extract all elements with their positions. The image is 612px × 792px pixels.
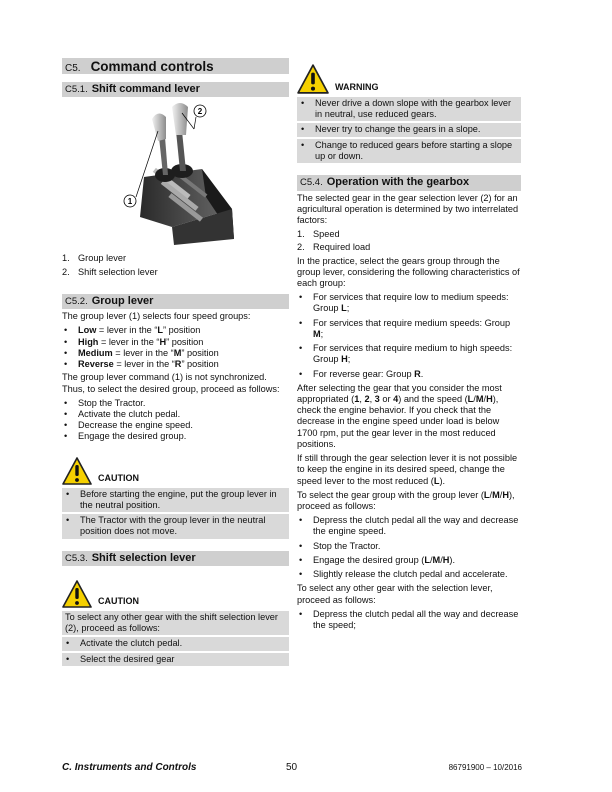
list-item: • Reverse = lever in the “R” position [62,359,289,370]
caution-header [62,578,289,608]
caution-header [62,455,289,485]
caution-icon [62,457,92,485]
section-title: Group lever [91,294,154,307]
callout-2: 2 [197,107,203,117]
callout-1: 1 [127,197,133,207]
warning-list [297,97,521,163]
warning-icon [297,64,329,94]
factors-list [297,229,521,253]
list-item: • Slightly release the clutch pedal and accelerate. [297,569,521,580]
section-title: Shift command lever [91,83,200,95]
group-select-steps [297,515,521,580]
section-5-2-header [62,294,289,309]
speed-group-list [62,325,289,370]
gearbox-paragraph: The selected gear in the gear selection lever (2) for an agricultural operation is determined by two interrelated factors: [297,192,519,225]
list-item: • For services that require medium speeds: Group M; [297,318,521,340]
list-item: • Depress the clutch pedal all the way and decrease the engine speed. [297,515,521,537]
section-number: C5.2. [65,295,88,307]
page-footer [62,762,522,776]
group-paragraph: The group lever command (1) is not synchronized. Thus, to select the desired group, proceed as follows: [62,372,280,394]
gearbox-paragraph: If still through the gear selection lever it is not possible to keep the engine in its desired speed, change the speed lever to the most reduced (L). [297,453,518,486]
list-item: • Engage the desired group. [62,431,289,442]
list-item: • Decrease the engine speed. [62,420,289,431]
caution-box [62,455,289,539]
services-list [297,292,521,380]
warning-header [297,60,521,94]
list-item: • Activate the clutch pedal. [62,637,289,650]
list-item: • Before starting the engine, put the group lever in the neutral position. [62,488,289,512]
caution-list [62,637,289,665]
shift-lever-illustration [62,97,252,247]
right-column [297,58,521,632]
list-item: • The Tractor with the group lever in the neutral position does not move. [62,514,289,538]
caution-list [62,488,289,539]
list-item: • Stop the Tractor. [62,398,289,409]
list-item: • Medium = lever in the “M” position [62,348,289,359]
warning-box [297,60,521,163]
caution-text: To select any other gear with the shift selection lever (2), proceed as follows: [62,611,289,635]
list-item: 1. Group lever [62,253,127,264]
section-5-3-header [62,551,289,566]
list-item: 1. Speed [297,229,340,240]
gearbox-paragraph: To select any other gear with the selection lever, proceed as follows: [297,583,493,605]
list-item: • For services that require low to medium speeds: Group L; [297,292,521,314]
footer-chapter: C. Instruments and Controls [62,762,197,773]
gearbox-paragraph: To select the gear group with the group lever (L/M/H), proceed as follows: [297,489,515,511]
gearbox-paragraph: After selecting the gear that you consider the most appropriated (1, 2, 3 or 4) and the speed (L/M/H), check the engine behavior. If you check that the decrease in the engine speed under load is below 1700 rpm, put the gear lever in the most reduced positions. [297,382,502,449]
left-column [62,58,289,668]
caution-label: CAUTION [98,595,139,606]
section-number: C5.1. [65,84,88,95]
list-item: • Change to reduced gears before starting a slope up or down. [297,139,521,163]
caution-icon [62,580,92,608]
list-item: • Engage the desired group (L/M/H). [297,555,521,566]
warning-label: WARNING [335,82,379,93]
section-number: C5.3. [65,552,88,564]
list-item: • For reverse gear: Group R. [297,369,521,380]
list-item: • High = lever in the “H” position [62,337,289,348]
section-5-1-header [62,82,289,97]
figure-legend [62,253,289,277]
list-item: • Stop the Tractor. [297,541,521,552]
group-steps-list [62,398,289,443]
list-item: • Activate the clutch pedal. [62,409,289,420]
list-item: • Never try to change the gears in a slope. [297,123,521,136]
section-number: C5. [65,63,81,74]
section-number: C5.4. [300,177,323,189]
group-intro: The group lever (1) selects four speed groups: [62,311,251,322]
gearbox-paragraph: In the practice, select the gears group through the group lever, considering the following characteristics of each group: [297,255,520,289]
list-item: 2. Required load [297,242,371,253]
main-section-header [62,58,289,74]
document-code: 86791900 – 10/2016 [448,763,522,772]
list-item: • Never drive a down slope with the gearbox lever in neutral, use reduced gears. [297,97,521,121]
section-title: Command controls [90,59,214,74]
list-item: 2. Shift selection lever [62,266,158,277]
section-title: Operation with the gearbox [326,176,470,189]
caution-label: CAUTION [98,472,139,483]
list-item: • Depress the clutch pedal all the way and decrease the speed; [297,609,521,631]
section-5-4-header [297,175,521,190]
section-title: Shift selection lever [91,551,196,564]
page-number: 50 [286,762,298,773]
list-item: • Low = lever in the “L” position [62,325,289,336]
shift-lever-figure [62,97,252,247]
list-item: • For services that require medium to high speeds: Group H; [297,343,521,365]
caution-box [62,578,289,666]
gear-select-steps [297,609,521,631]
list-item: • Select the desired gear [62,653,289,666]
